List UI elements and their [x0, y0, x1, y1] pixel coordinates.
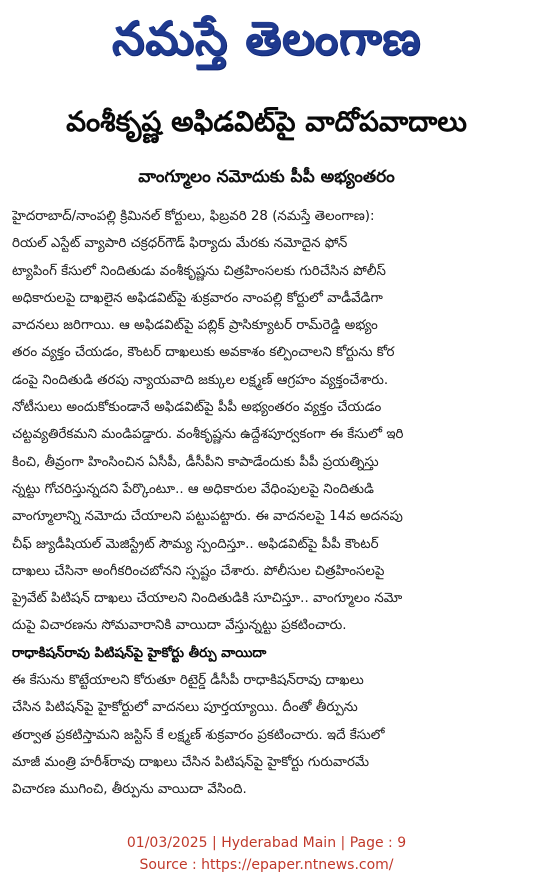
subsection-line: మాజీ మంత్రి హరీశ్‌రావు దాఖలు చేసిన పిటిషన్‌పై హైకోర్టు గురువారమే — [12, 754, 370, 770]
body-line: కించి, తీవ్రంగా హింసించిన ఏసీపీ, డీసీపీని కాపాడేందుకు పీపీ ప్రయత్నిస్తు — [12, 454, 379, 470]
footer — [0, 832, 533, 876]
body-line: దాఖలు చేసినా అంగీకరించబోనని స్పష్టం చేశారు. పోలీసుల చిత్రహింసలపై — [12, 563, 385, 579]
article-headline: వంశీకృష్ణ అఫిడవిట్‌పై వాదోపవాదాలు — [66, 105, 467, 138]
body-line: వాంగ్మూలాన్ని నమోదు చేయాలని పట్టుపట్టారు. ఈ వాదనలపై 14వ అదనపు — [12, 509, 403, 525]
body-line: నోటీసులు అందుకోకుండానే అఫిడవిట్‌పై పీపీ అభ్యంతరం వ్యక్తం చేయడం — [12, 400, 382, 416]
subsection-line: ఈ కేసును కొట్టేయాలని కోరుతూ రిటైర్డ్ డీసీపీ రాధాకిషన్‌రావు దాఖలు — [12, 673, 364, 689]
body-line: అధికారులపై దాఖలైన అఫిడవిట్‌పై శుక్రవారం నాంపల్లి కోర్టులో వాడీవేడిగా — [12, 290, 383, 306]
body-line: ట్యాపింగ్ కేసులో నిందితుడు వంశీకృష్ణను చిత్రహింసలకు గురిచేసిన పోలీస్ — [12, 263, 386, 279]
subsection-line: విచారణ ముగించి, తీర్పును వాయిదా వేసింది. — [12, 782, 247, 798]
body-line: చట్టవ్యతిరేకమని మండిపడ్డారు. వంశీకృష్ణను ఉద్దేశపూర్వకంగా ఈ కేసులో ఇరి — [12, 427, 404, 443]
subsection-line: తర్వాత ప్రకటిస్తామని జస్టిస్ కే లక్ష్మణ్ శుక్రవారం ప్రకటించారు. ఇదే కేసులో — [12, 727, 385, 743]
body-line: వాదనలు జరిగాయి. ఆ అఫిడవిట్‌పై పబ్లిక్ ప్రాసిక్యూటర్ రామ్‌రెడ్డి అభ్యం — [12, 318, 378, 334]
source-link: Source : https://epaper.ntnews.com/ — [139, 857, 394, 873]
subsection-title: రాధాకిషన్‌రావు పిటిషన్‌పై హైకోర్టు తీర్పు వాయిదా — [12, 645, 267, 661]
body-line: తరం వ్యక్తం చేయడం, కౌంటర్ దాఖలుకు అవకాశం కల్పించాలని కోర్టును కోర — [12, 345, 395, 361]
body-line: హైదరాబాద్/నాంపల్లి క్రిమినల్ కోర్టులు, ఫిబ్రవరి 28 (నమస్తే తెలంగాణ): — [12, 209, 375, 224]
body-line: డంపై నిందితుడి తరపు న్యాయవాది జక్కుల లక్ష్మణ్ ఆగ్రహం వ్యక్తంచేశారు. — [12, 372, 389, 388]
body-line: దుపై విచారణను సోమవారానికి వాయిదా వేస్తున్నట్టు ప్రకటించారు. — [12, 618, 347, 634]
subsection-line: చేసిన పిటిషన్‌పై హైకోర్టులో వాదనలు పూర్తయ్యాయి. దీంతో తీర్పును — [12, 700, 358, 716]
article-subheadline: వాంగ్మూలం నమోదుకు పీపీ అభ్యంతరం — [138, 167, 395, 187]
edition-info: 01/03/2025 | Hyderabad Main | Page : 9 — [126, 835, 407, 851]
body-line: న్నట్టు గోచరిస్తున్నదని పేర్కొంటూ.. ఆ అధికారుల వేధింపులపై నిందితుడి — [12, 481, 374, 497]
body-line: ప్రైవేట్ పిటిషన్ దాఖలు చేయాలని నిందితుడికి సూచిస్తూ.. వాంగ్మూలం నమో — [12, 591, 403, 607]
article-body — [12, 203, 522, 804]
masthead-logo: నమస్తే తెలంగాణ — [111, 11, 422, 65]
body-line: రియల్ ఎస్టేట్ వ్యాపారి చక్రధర్‌గౌడ్ ఫిర్యాదు మేరకు నమోదైన ఫోన్ — [12, 236, 348, 252]
masthead — [0, 0, 533, 88]
body-line: చీఫ్ జ్యుడీషియల్ మెజిస్ట్రేట్ సౌమ్య స్పందిస్తూ.. అఫిడవిట్‌పై పీపీ కౌంటర్ — [12, 536, 379, 552]
